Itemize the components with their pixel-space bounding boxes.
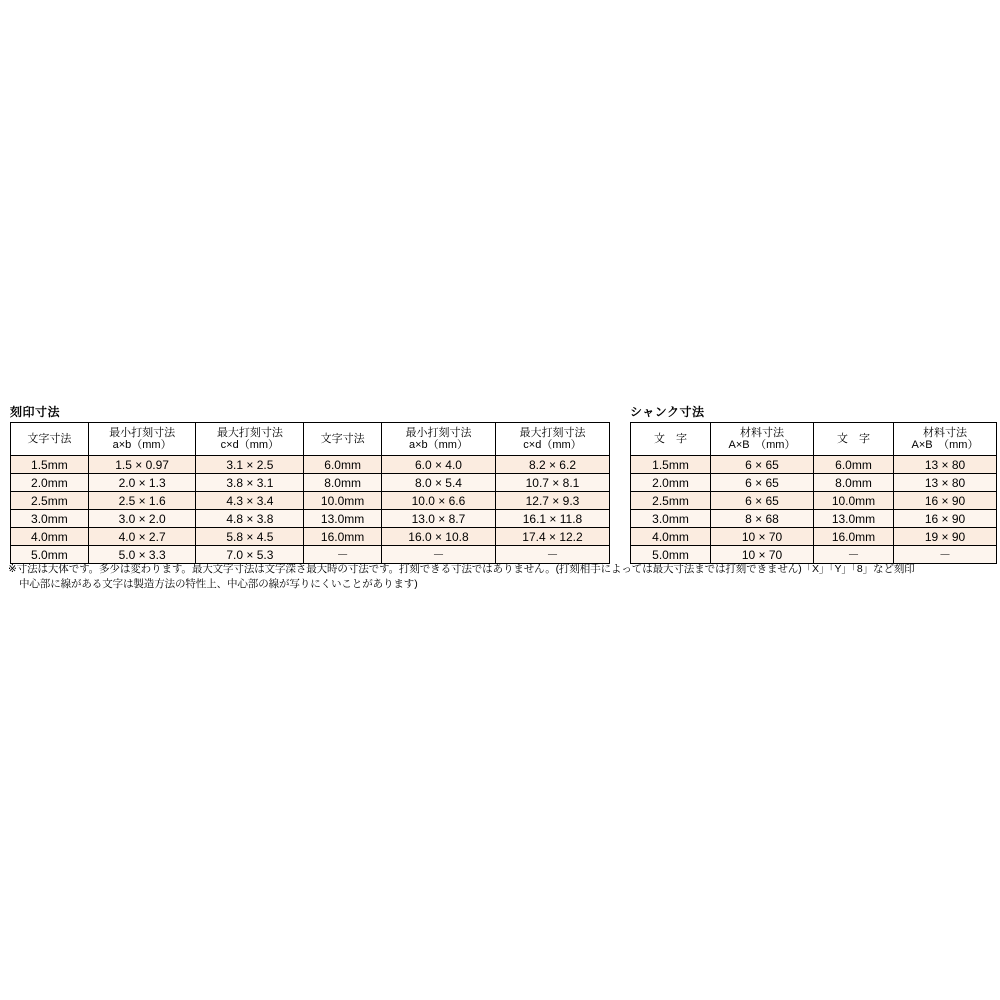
table-cell: 19 × 90 xyxy=(894,528,997,546)
table-cell: 8.0mm xyxy=(814,474,894,492)
table-cell: 3.0mm xyxy=(631,510,711,528)
table-cell: 4.0 × 2.7 xyxy=(88,528,196,546)
column-header-line1: 文 字 xyxy=(654,433,687,445)
table-row xyxy=(11,510,610,528)
column-header-line2: a×b（mm） xyxy=(112,439,172,451)
table-cell: 5.0mm xyxy=(11,546,89,564)
column-header-line1: 最大打刻寸法 xyxy=(216,427,283,439)
column-header-max-stamp-2 xyxy=(495,423,609,456)
left-table-title: 刻印寸法 xyxy=(10,405,61,419)
column-header-line2: A×B （mm） xyxy=(911,439,979,451)
table-cell: 13.0 × 8.7 xyxy=(381,510,495,528)
table-cell: 3.0 × 2.0 xyxy=(88,510,196,528)
table-cell: 16.1 × 11.8 xyxy=(495,510,609,528)
table-cell: 2.0 × 1.3 xyxy=(88,474,196,492)
table-cell: 4.0mm xyxy=(11,528,89,546)
table-cell: 6 × 65 xyxy=(711,456,814,474)
column-header-line2: a×b（mm） xyxy=(408,439,468,451)
table-cell: 1.5mm xyxy=(631,456,711,474)
table-cell: 5.8 × 4.5 xyxy=(196,528,304,546)
column-header-line1: 最小打刻寸法 xyxy=(109,427,176,439)
table-cell: 12.7 × 9.3 xyxy=(495,492,609,510)
table-row xyxy=(631,456,997,474)
table-cell: 13.0mm xyxy=(304,510,382,528)
table-cell: 5.0 × 3.3 xyxy=(88,546,196,564)
footnote-line-2: 中心部に線がある文字は製造方法の特性上、中心部の線が写りにくいことがあります) xyxy=(19,578,418,590)
table-cell: 10 × 70 xyxy=(711,528,814,546)
table-header-row xyxy=(631,423,997,456)
table-cell: 8.0 × 5.4 xyxy=(381,474,495,492)
table-row xyxy=(11,474,610,492)
table-cell: 16.0mm xyxy=(814,528,894,546)
right-table-title: シャンク寸法 xyxy=(630,405,705,419)
column-header-line2: c×d（mm） xyxy=(523,439,582,451)
column-header-line1: 材料寸法 xyxy=(923,427,967,439)
table-row xyxy=(631,474,997,492)
table-cell: 16.0 × 10.8 xyxy=(381,528,495,546)
column-header-line2: A×B （mm） xyxy=(728,439,796,451)
column-header-line1: 文 字 xyxy=(837,433,870,445)
table-row xyxy=(11,492,610,510)
table-cell: 1.5mm xyxy=(11,456,89,474)
table-cell: 2.5mm xyxy=(11,492,89,510)
table-cell: 3.8 × 3.1 xyxy=(196,474,304,492)
table-cell: － xyxy=(381,546,495,564)
table-cell: － xyxy=(495,546,609,564)
column-header-min-stamp-2 xyxy=(381,423,495,456)
table-cell: － xyxy=(894,546,997,564)
table-header-row xyxy=(11,423,610,456)
table-cell: 16 × 90 xyxy=(894,510,997,528)
table-row xyxy=(631,492,997,510)
column-header-line1: 材料寸法 xyxy=(740,427,784,439)
table-cell: 4.3 × 3.4 xyxy=(196,492,304,510)
table-cell: 1.5 × 0.97 xyxy=(88,456,196,474)
table-cell: 16 × 90 xyxy=(894,492,997,510)
table-cell: 8.0mm xyxy=(304,474,382,492)
column-header-character-size-1 xyxy=(11,423,89,456)
table-row xyxy=(631,546,997,564)
table-cell: 6 × 65 xyxy=(711,492,814,510)
table-cell: 2.0mm xyxy=(11,474,89,492)
table-cell: 13 × 80 xyxy=(894,474,997,492)
table-cell: 6.0 × 4.0 xyxy=(381,456,495,474)
table-cell: 10.0mm xyxy=(814,492,894,510)
column-header-min-stamp-1 xyxy=(88,423,196,456)
table-cell: 16.0mm xyxy=(304,528,382,546)
column-header-material-size-2 xyxy=(894,423,997,456)
table-cell: － xyxy=(814,546,894,564)
column-header-character-2 xyxy=(814,423,894,456)
table-row xyxy=(11,456,610,474)
table-cell: 6.0mm xyxy=(814,456,894,474)
table-cell: － xyxy=(304,546,382,564)
column-header-line1: 最小打刻寸法 xyxy=(405,427,472,439)
column-header-character-size-2 xyxy=(304,423,382,456)
table-cell: 10.7 × 8.1 xyxy=(495,474,609,492)
table-cell: 3.1 × 2.5 xyxy=(196,456,304,474)
column-header-line1: 文字寸法 xyxy=(320,433,365,445)
column-header-line1: 最大打刻寸法 xyxy=(519,427,586,439)
column-header-line2: c×d（mm） xyxy=(220,439,280,451)
table-cell: 2.0mm xyxy=(631,474,711,492)
table-cell: 3.0mm xyxy=(11,510,89,528)
table-cell: 13 × 80 xyxy=(894,456,997,474)
table-cell: 8.2 × 6.2 xyxy=(495,456,609,474)
table-cell: 6 × 65 xyxy=(711,474,814,492)
table-cell: 6.0mm xyxy=(304,456,382,474)
column-header-line1: 文字寸法 xyxy=(27,433,72,445)
table-cell: 7.0 × 5.3 xyxy=(196,546,304,564)
table-cell: 8 × 68 xyxy=(711,510,814,528)
table-row xyxy=(11,528,610,546)
table-cell: 17.4 × 12.2 xyxy=(495,528,609,546)
table-cell: 2.5mm xyxy=(631,492,711,510)
shank-dimensions-block xyxy=(630,405,990,564)
column-header-material-size-1 xyxy=(711,423,814,456)
column-header-max-stamp-1 xyxy=(196,423,304,456)
footnote xyxy=(8,562,915,592)
table-row xyxy=(11,546,610,564)
table-cell: 2.5 × 1.6 xyxy=(88,492,196,510)
table-cell: 10.0mm xyxy=(304,492,382,510)
shank-dimensions-table xyxy=(630,422,997,564)
table-cell: 10.0 × 6.6 xyxy=(381,492,495,510)
engraving-dimensions-table xyxy=(10,422,610,564)
table-cell: 5.0mm xyxy=(631,546,711,564)
table-row xyxy=(631,528,997,546)
table-cell: 10 × 70 xyxy=(711,546,814,564)
engraving-dimensions-block xyxy=(10,405,610,564)
footnote-line-1: ※寸法は大体です。多少は変わります。最大文字寸法は文字深さ最大時の寸法です。打刻できる寸法ではありません。(打刻相手によっては最大寸法までは打刻できません)「X」「Y」「8」など刻印 xyxy=(8,563,915,575)
column-header-character-1 xyxy=(631,423,711,456)
table-cell: 4.0mm xyxy=(631,528,711,546)
table-cell: 13.0mm xyxy=(814,510,894,528)
table-row xyxy=(631,510,997,528)
table-cell: 4.8 × 3.8 xyxy=(196,510,304,528)
